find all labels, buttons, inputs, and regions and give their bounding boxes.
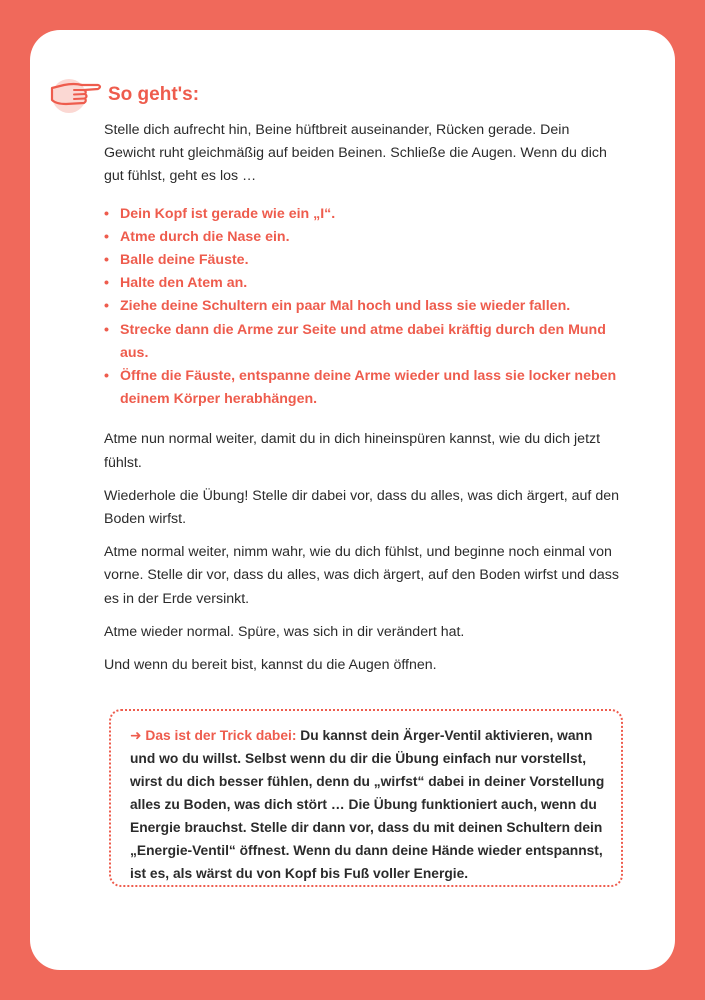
body-paragraph: Atme wieder normal. Spüre, was sich in dir verändert hat. bbox=[104, 623, 465, 640]
steps-list bbox=[104, 203, 624, 412]
bullet-icon: • bbox=[104, 368, 109, 385]
list-item: • Halte den Atem an. bbox=[104, 272, 624, 295]
instructions bbox=[104, 119, 624, 687]
list-item: • Dein Kopf ist gerade wie ein „I“. bbox=[104, 203, 624, 226]
bullet-icon: • bbox=[104, 275, 109, 292]
body-paragraph: Atme normal weiter, nimm wahr, wie du dich fühlst, und beginne noch einmal von vorne. Stelle dir vor, dass du alles, was dich ärgert, auf den Boden wirfst und dass es in der Erde versinkt. bbox=[104, 544, 619, 607]
list-item: • Öffne die Fäuste, entspanne deine Arme wieder und lass sie locker neben deinem Körper herabhängen. bbox=[104, 365, 624, 411]
intro-paragraph: Stelle dich aufrecht hin, Beine hüftbreit auseinander, Rücken gerade. Dein Gewicht ruht gleichmäßig auf beiden Beinen. Schließe die Augen. Wenn du dich gut fühlst, geht es los … bbox=[104, 122, 607, 185]
body-paragraph: Und wenn du bereit bist, kannst du die Augen öffnen. bbox=[104, 657, 437, 674]
bullet-icon: • bbox=[104, 228, 109, 245]
list-item: • Strecke dann die Arme zur Seite und atme dabei kräftig durch den Mund aus. bbox=[104, 319, 624, 365]
body-paragraph: Wiederhole die Übung! Stelle dir dabei vor, dass du alles, was dich ärgert, auf den Boden wirfst. bbox=[104, 487, 619, 528]
bullet-icon: • bbox=[104, 321, 109, 338]
trick-callout bbox=[109, 709, 623, 887]
bullet-icon: • bbox=[104, 252, 109, 269]
list-item: • Balle deine Fäuste. bbox=[104, 249, 624, 272]
pointing-hand-icon bbox=[44, 70, 104, 116]
body-paragraph: Atme nun normal weiter, damit du in dich hineinspüren kannst, wie du dich jetzt fühlst. bbox=[104, 431, 601, 471]
trick-label: ➜ Das ist der Trick dabei: bbox=[130, 728, 297, 743]
list-item: • Ziehe deine Schultern ein paar Mal hoch und lass sie wieder fallen. bbox=[104, 295, 624, 318]
bullet-icon: • bbox=[104, 298, 109, 315]
page-title: So geht's: bbox=[108, 84, 200, 105]
trick-text: Du kannst dein Ärger-Ventil aktivieren, wann und wo du willst. Selbst wenn du dir die Übung einfach nur vorstellst, wirst du dich besser fühlen, denn du „wirfst“ dabei in deiner Vorstellung alles zu Boden, was dich stört … Die Übung funktioniert auch, wenn du Energie brauchst. Stelle dir dann vor, dass du mit deinen Schultern dein „Energie-Ventil“ öffnest. Wenn du dann deine Hände wieder entspannst, ist es, als wärst du von Kopf bis Fuß voller Energie. bbox=[130, 728, 605, 881]
section-heading bbox=[44, 70, 199, 116]
page-card bbox=[30, 30, 675, 970]
bullet-icon: • bbox=[104, 205, 109, 222]
list-item: • Atme durch die Nase ein. bbox=[104, 226, 624, 249]
